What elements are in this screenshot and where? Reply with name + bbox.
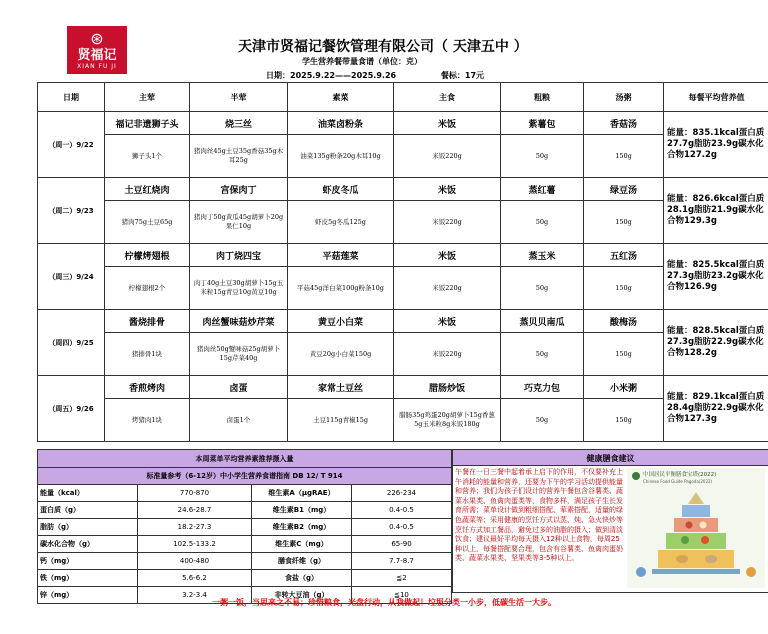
ingredient-vegetable: 土豆115g青椒15g [288,399,394,442]
nutrient-value: 226-234 [352,485,452,502]
table-row [38,536,452,553]
nutrition-value: 能量：835.1kcal蛋白质27.7g脂肪23.9g碳水化合物127.2g [664,112,768,178]
ingredient-soup: 150g [584,267,664,310]
dish-soup: 酸梅汤 [584,310,664,333]
date-row [266,70,484,81]
ingredient-staple: 米饭220g [394,135,501,178]
col-header-vegetable: 素菜 [288,83,394,112]
nutrient-label: 维生素B2（mg） [252,519,352,536]
nutrition-value: 能量：828.5kcal蛋白质27.3g脂肪22.9g碳水化合物128.2g [664,310,768,376]
ingredient-main-meat: 柠檬翅根2个 [105,267,190,310]
dish-staple: 米饭 [394,112,501,135]
day-label: （周四）9/25 [38,310,105,376]
nutrient-value: 3.2-3.4 [138,587,252,604]
pagoda-subtitle: Chinese Food Guide Pagoda(2022) [643,479,713,484]
col-header-staple: 主食 [394,83,501,112]
dish-vegetable: 家常土豆丝 [288,376,394,399]
dish-vegetable: 虾皮冬瓜 [288,178,394,201]
dish-grain: 蒸贝贝南瓜 [501,310,584,333]
col-header-soup: 汤粥 [584,83,664,112]
dish-half-meat: 肉丝蟹味菇炒芹菜 [190,310,288,333]
food-pagoda-image [627,468,765,588]
ingredient-half-meat: 猪肉丝50g蟹味菇25g胡萝卜15g芹菜40g [190,333,288,376]
nutrient-label: 脂肪（g） [38,519,138,536]
ingredient-half-meat: 卤蛋1个 [190,399,288,442]
nutrition-standard-section [37,449,451,599]
nutrition-standard-table [37,449,452,604]
col-header-grain: 粗粮 [501,83,584,112]
company-logo [67,26,127,74]
date-range: 日期：2025.9.22——2025.9.26 [266,71,397,80]
table-row [38,310,768,333]
table-row [38,201,768,244]
menu-subtitle: 学生营养餐带量食谱（单位：克） [302,57,422,66]
nutrient-value: 65-90 [352,536,452,553]
col-header-half-meat: 半荤 [190,83,288,112]
table-row [38,519,452,536]
ingredient-grain: 50g [501,333,584,376]
table-row [38,267,768,310]
nutrient-value: 400-480 [138,553,252,570]
dish-main-meat: 福记非遗狮子头 [105,112,190,135]
advice-text: 午餐在一日三餐中起着承上启下的作用，不仅要补充上午消耗的能量和营养，还要为下午的学习活动提供能量和营养；我们为孩子们设计的营养午餐包含谷薯类、蔬菜水果类、鱼禽肉蛋类等，食物多样，满足孩子生长发育所需；菜单设计做到粗细搭配、荤素搭配，适量的绿色蔬菜等；采用健康的烹饪方式以蒸、炖、急火快炒等烹饪方式加工餐品，避免过多的油脂的摄入；做到清淡饮食；建议最好平均每天摄入12种以上食物，每周25种以上，每餐搭配要合理，包含有谷薯类、鱼禽肉蛋奶类、蔬菜水果类、坚果类等3-5种以上。 [455,468,623,563]
ingredient-staple: 米饭220g [394,201,501,244]
healthy-diet-advice-section [452,449,768,593]
ingredient-main-meat: 狮子头1个 [105,135,190,178]
col-header-date: 日期 [38,83,105,112]
pagoda-title: 中国居民平衡膳食宝塔(2022) [643,472,717,478]
dish-soup: 五红汤 [584,244,664,267]
nutrient-label: 钙（mg） [38,553,138,570]
nutrient-value: 5.6-6.2 [138,570,252,587]
ingredient-main-meat: 猪肉75g土豆65g [105,201,190,244]
nutrient-value: 0.4-0.5 [352,519,452,536]
dish-half-meat: 烧三丝 [190,112,288,135]
dish-soup: 绿豆汤 [584,178,664,201]
dish-vegetable: 平菇莲菜 [288,244,394,267]
nutrient-label: 维生素B1（mg） [252,502,352,519]
ingredient-main-meat: 烤猪肉1块 [105,399,190,442]
ingredient-grain: 50g [501,135,584,178]
table-row [38,485,452,502]
nutrient-label: 膳食纤维（g） [252,553,352,570]
table-row [38,178,768,201]
dish-half-meat: 卤蛋 [190,376,288,399]
meal-standard: 餐标：17元 [440,71,485,80]
dish-staple: 腊肠炒饭 [394,376,501,399]
nutrient-value: 102.5-133.2 [138,536,252,553]
nutrient-value: 0.4-0.5 [352,502,452,519]
dish-vegetable: 油菜卤粉条 [288,112,394,135]
table-row [38,553,452,570]
logo-subtext: XIAN FU JI [77,63,117,70]
advice-body [452,466,768,593]
dish-main-meat: 酱烧排骨 [105,310,190,333]
day-label: （周五）9/26 [38,376,105,442]
col-header-main-meat: 主荤 [105,83,190,112]
table-row [38,244,768,267]
footer-slogan: 一粥一饭，当思来之不易；珍惜粮食，光盘行动，从我做起！垃圾分类一小步，低碳生活一大步。 [212,598,556,607]
dish-soup: 香菇汤 [584,112,664,135]
ingredient-half-meat: 猪肉丁50g黄瓜45g胡萝卜20g果仁10g [190,201,288,244]
nutrient-label: 蛋白质（g） [38,502,138,519]
ingredient-vegetable: 虾皮5g冬瓜125g [288,201,394,244]
dish-vegetable: 黄豆小白菜 [288,310,394,333]
nutrition-value: 能量：825.5kcal蛋白质27.3g脂肪23.2g碳水化合物126.9g [664,244,768,310]
table-header-row [38,83,768,112]
standard-subheading-row [38,468,452,485]
ingredient-grain: 50g [501,201,584,244]
nutrient-label: 铁（mg） [38,570,138,587]
weekly-menu-table [37,82,768,442]
nutrient-label: 能量（kcal） [38,485,138,502]
nutrient-label: 锌（mg） [38,587,138,604]
day-label: （周三）9/24 [38,244,105,310]
ingredient-soup: 150g [584,201,664,244]
dish-soup: 小米粥 [584,376,664,399]
nutrient-value: ≦10 [352,587,452,604]
ingredient-soup: 150g [584,399,664,442]
dish-main-meat: 土豆红烧肉 [105,178,190,201]
ingredient-vegetable: 油菜135g粉条20g木耳10g [288,135,394,178]
ingredient-half-meat: 猪肉丝45g土豆35g香菇35g木耳25g [190,135,288,178]
dish-grain: 蒸红薯 [501,178,584,201]
nutrient-value: 18.2-27.3 [138,519,252,536]
table-row [38,399,768,442]
nutrition-value: 能量：829.1kcal蛋白质28.4g脂肪22.9g碳水化合物127.3g [664,376,768,442]
ingredient-grain: 50g [501,399,584,442]
ingredient-vegetable: 平菇45g洋白菜100g粉条10g [288,267,394,310]
table-row [38,333,768,376]
ingredient-staple: 米饭220g [394,333,501,376]
ingredient-vegetable: 黄豆20g小白菜150g [288,333,394,376]
standard-heading: 本周菜单平均营养素推荐摄入量 [38,450,452,468]
nutrient-value: ≦2 [352,570,452,587]
table-row [38,502,452,519]
standard-subheading: 标准量参考（6-12岁）中小学生营养食谱指南 DB 12/ T 914 [38,468,452,485]
nutrient-label: 碳水化合物（g） [38,536,138,553]
company-title: 天津市贤福记餐饮管理有限公司（ 天津五中 ） [238,39,528,55]
standard-heading-row [38,450,452,468]
nutrient-value: 7.7-8.7 [352,553,452,570]
dish-main-meat: 柠檬烤翅根 [105,244,190,267]
logo-emblem-icon: ⊛ [90,29,104,48]
nutrient-value: 770-870 [138,485,252,502]
ingredient-half-meat: 肉丁40g土豆30g胡萝卜15g玉米粒15g青豆10g黄豆10g [190,267,288,310]
day-label: （周二）9/23 [38,178,105,244]
nutrient-value: 24.6-28.7 [138,502,252,519]
dish-grain: 紫薯包 [501,112,584,135]
nutrient-label: 维生素A（μgRAE） [252,485,352,502]
ingredient-soup: 150g [584,135,664,178]
dish-grain: 巧克力包 [501,376,584,399]
nutrient-label: 维生素C（mg） [252,536,352,553]
ingredient-soup: 150g [584,333,664,376]
logo-text: 贤福记 [77,48,117,63]
ingredient-grain: 50g [501,267,584,310]
dish-staple: 米饭 [394,310,501,333]
table-row [38,376,768,399]
ingredient-staple: 腊肠35g鸡蛋20g胡萝卜15g香葱5g玉米粒8g米饭180g [394,399,501,442]
dish-staple: 米饭 [394,178,501,201]
dish-main-meat: 香煎烤肉 [105,376,190,399]
dish-grain: 蒸玉米 [501,244,584,267]
advice-heading: 健康膳食建议 [452,449,768,466]
table-row [38,570,452,587]
ingredient-staple: 米饭220g [394,267,501,310]
dish-staple: 米饭 [394,244,501,267]
table-row [38,112,768,135]
ingredient-main-meat: 猪排骨1块 [105,333,190,376]
nutrient-label: 非转大豆油（g） [252,587,352,604]
nutrient-label: 食盐（g） [252,570,352,587]
table-row [38,135,768,178]
nutrition-value: 能量：826.6kcal蛋白质28.1g脂肪21.9g碳水化合物129.3g [664,178,768,244]
col-header-nutrition: 每餐平均营养值 [664,83,768,112]
dish-half-meat: 肉丁烧四宝 [190,244,288,267]
day-label: （周一）9/22 [38,112,105,178]
dish-half-meat: 宫保肉丁 [190,178,288,201]
